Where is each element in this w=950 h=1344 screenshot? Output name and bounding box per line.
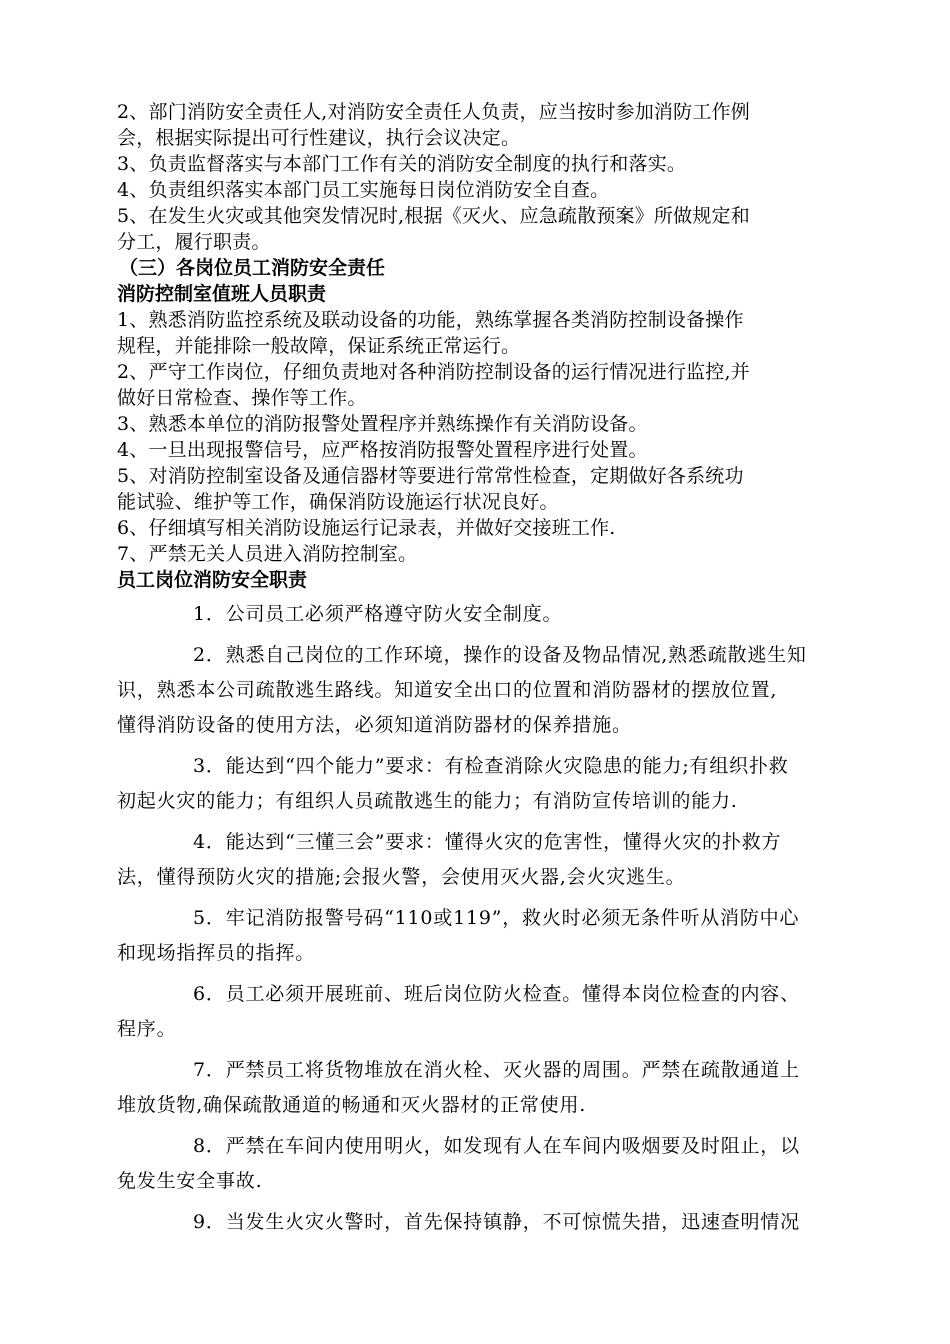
text-line: 识，熟悉本公司疏散逃生路线。知道安全出口的位置和消防器材的摆放位置, <box>117 679 778 701</box>
text-line: 6、仔细填写相关消防设施运行记录表，并做好交接班工作. <box>117 517 616 539</box>
text-line: 能试验、维护等工作，确保消防设施运行状况良好。 <box>117 491 559 513</box>
text-line: 分工，履行职责。 <box>117 231 271 253</box>
text-line: 做好日常检查、操作等工作。 <box>117 387 367 409</box>
text-line: 初起火灾的能力；有组织人员疏散逃生的能力；有消防宣传培训的能力. <box>117 790 738 812</box>
text-line: 1．公司员工必须严格遵守防火安全制度。 <box>193 603 563 625</box>
section-a-list <box>117 99 863 255</box>
text-line: 1、熟悉消防监控系统及联动设备的功能，熟练掌握各类消防控制设备操作 <box>117 309 744 331</box>
text-line: 7、严禁无关人员进入消防控制室。 <box>117 543 418 565</box>
text-line: 2、部门消防安全责任人,对消防安全责任人负责，应当按时参加消防工作例 <box>117 101 750 123</box>
text-line: 5、在发生火灾或其他突发情况时,根据《灭火、应急疏散预案》所做规定和 <box>117 205 750 227</box>
duty-paragraph-5 <box>117 901 863 971</box>
text-line: 8．严禁在车间内使用明火，如发现有人在车间内吸烟要及时阻止，以 <box>193 1135 800 1157</box>
text-line: 会，根据实际提出可行性建议，执行会议决定。 <box>117 127 521 149</box>
text-line: 6．员工必须开展班前、班后岗位防火检查。懂得本岗位检查的内容、 <box>193 983 800 1005</box>
duty-paragraph-3 <box>117 749 863 819</box>
text-line: 懂得消防设备的使用方法，必须知道消防器材的保养措施。 <box>117 714 632 736</box>
section-heading-3: （三）各岗位员工消防安全责任 <box>119 257 386 279</box>
duty-paragraph-6 <box>117 977 863 1047</box>
text-line: 堆放货物,确保疏散通道的畅通和灭火器材的正常使用. <box>117 1094 587 1116</box>
duty-paragraph-8 <box>117 1129 863 1199</box>
text-line: 2、严守工作岗位，仔细负责地对各种消防控制设备的运行情况进行监控,并 <box>117 361 750 383</box>
text-line: 5、对消防控制室设备及通信器材等要进行常常性检查，定期做好各系统功 <box>117 465 744 487</box>
text-line: 9．当发生火灾火警时，首先保持镇静，不可惊慌失措，迅速查明情况 <box>193 1211 800 1233</box>
text-line: 规程，并能排除一般故障，保证系统正常运行。 <box>117 335 521 357</box>
text-line: 和现场指挥员的指挥。 <box>117 942 316 964</box>
text-line: 免发生安全事故. <box>117 1170 263 1192</box>
text-line: 2．熟悉自己岗位的工作环境，操作的设备及物品情况,熟悉疏散逃生知 <box>193 644 807 666</box>
text-line: 5．牢记消防报警号码“110或119”，救火时必须无条件听从消防中心 <box>193 907 800 929</box>
text-line: 3、熟悉本单位的消防报警处置程序并熟练操作有关消防设备。 <box>117 413 648 435</box>
text-line: 3、负责监督落实与本部门工作有关的消防安全制度的执行和落实。 <box>117 153 687 175</box>
document-page <box>117 99 863 1246</box>
control-room-title: 消防控制室值班人员职责 <box>117 283 327 305</box>
duty-paragraph-9 <box>117 1205 863 1240</box>
text-line: 程序。 <box>117 1018 177 1040</box>
text-line: 7．严禁员工将货物堆放在消火栓、灭火器的周围。严禁在疏散通道上 <box>193 1059 800 1081</box>
duty-paragraph-2 <box>117 638 863 743</box>
duty-paragraph-7 <box>117 1053 863 1123</box>
text-line: 3．能达到“四个能力”要求：有检查消除火灾隐患的能力;有组织扑救 <box>193 755 789 777</box>
text-line: 法，懂得预防火灾的措施;会报火警，会使用灭火器,会火灾逃生。 <box>117 866 686 888</box>
control-room-duties <box>117 307 863 567</box>
text-line: 4、一旦出现报警信号，应严格按消防报警处置程序进行处置。 <box>117 439 648 461</box>
employee-duties <box>117 597 863 1240</box>
employee-duties-title: 员工岗位消防安全职责 <box>117 569 308 591</box>
duty-paragraph-1 <box>117 597 863 632</box>
text-line: 4、负责组织落实本部门员工实施每日岗位消防安全自查。 <box>117 179 610 201</box>
text-line: 4．能达到“三懂三会”要求：懂得火灾的危害性，懂得火灾的扑救方 <box>193 831 782 853</box>
duty-paragraph-4 <box>117 825 863 895</box>
